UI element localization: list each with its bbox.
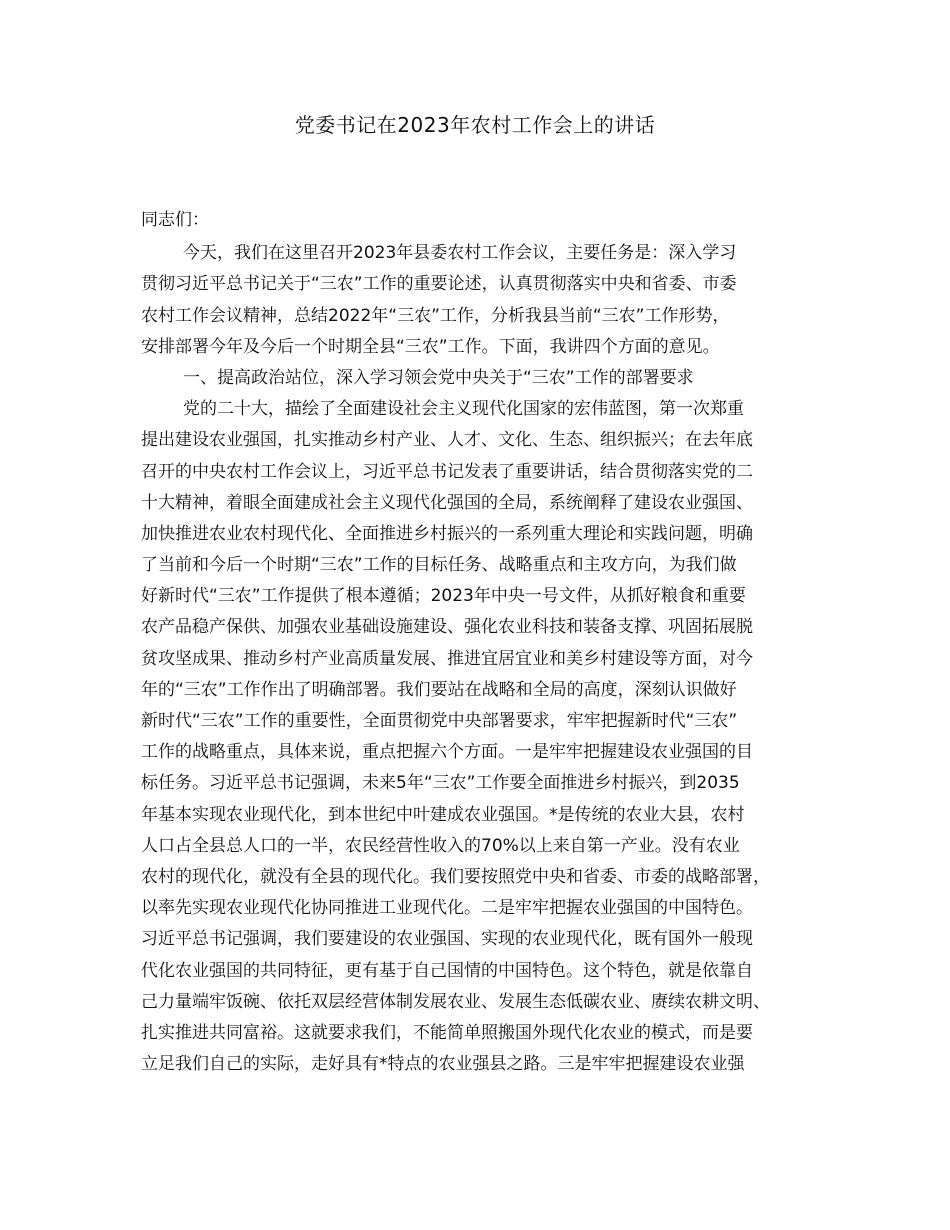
- paragraph-line: 新时代“三农”工作的重要性，全面贯彻党中央部署要求，牢牢把握新时代“三农”: [141, 711, 738, 731]
- paragraph-line: 代化农业强国的共同特征，更有基于自己国情的中国特色。这个特色，就是依靠自: [141, 960, 753, 981]
- section-heading: 一、提高政治站位，深入学习领会党中央关于“三农”工作的部署要求: [183, 367, 694, 388]
- paragraph-line: 贯彻习近平总书记关于“三农”工作的重要论述，认真贯彻落实中央和省委、市委: [141, 274, 737, 295]
- paragraph-line: 农村工作会议精神，总结2022年“三农”工作，分析我县当前“三农”工作形势，: [141, 305, 730, 326]
- paragraph-line: 扎实推进共同富裕。这就要求我们，不能简单照搬国外现代化农业的模式，而是要: [141, 1022, 753, 1043]
- paragraph-line: 工作的战略重点，具体来说，重点把握六个方面。一是牢牢把握建设农业强国的目: [141, 742, 753, 763]
- paragraph-section1: [141, 394, 831, 1080]
- paragraph-line: 农产品稳产保供、加强农业基础设施建设、强化农业科技和装备支撑、巩固拓展脱: [141, 617, 753, 638]
- paragraph-line: 人口占全县总人口的一半，农民经营性收入的70%以上来自第一产业。没有农业: [141, 835, 740, 856]
- paragraph-line: 年的“三农”工作作出了明确部署。我们要站在战略和全局的高度，深刻认识做好: [141, 679, 737, 700]
- document-title: 党委书记在2023年农村工作会上的讲话: [294, 113, 656, 137]
- paragraph-line: 加快推进农业农村现代化、全面推进乡村振兴的一系列重大理论和实践问题，明确: [141, 523, 753, 544]
- salutation: 同志们：: [141, 210, 209, 230]
- paragraph-line: 召开的中央农村工作会议上，习近平总书记发表了重要讲话，结合贯彻落实党的二: [141, 461, 753, 482]
- paragraph-line: 党的二十大，描绘了全面建设社会主义现代化国家的宏伟蓝图，第一次郑重: [183, 399, 744, 420]
- paragraph-line: 年基本实现农业现代化，到本世纪中叶建成农业强国。*是传统的农业大县，农村: [141, 804, 745, 825]
- paragraph-line: 立足我们自己的实际，走好具有*特点的农业强县之路。三是牢牢把握建设农业强: [141, 1054, 745, 1075]
- paragraph-line: 以率先实现农业现代化协同推进工业现代化。二是牢牢把握农业强国的中国特色。: [141, 898, 753, 919]
- paragraph-line: 贫攻坚成果、推动乡村产业高质量发展、推进宜居宜业和美乡村建设等方面，对今: [141, 648, 753, 669]
- paragraph-line: 十大精神，着眼全面建成社会主义现代化强国的全局，系统阐释了建设农业强国、: [141, 492, 753, 513]
- paragraph-line: 安排部署今年及今后一个时期全县“三农”工作。下面，我讲四个方面的意见。: [141, 336, 720, 357]
- paragraph-line: 习近平总书记强调，我们要建设的农业强国、实现的农业现代化，既有国外一般现: [141, 929, 753, 950]
- paragraph-line: 农村的现代化，就没有全县的现代化。我们要按照党中央和省委、市委的战略部署，: [141, 866, 770, 887]
- paragraph-line: 好新时代“三农”工作提供了根本遵循；2023年中央一号文件，从抓好粮食和重要: [141, 586, 746, 607]
- paragraph-intro: [141, 238, 831, 363]
- document-body: [141, 205, 831, 1080]
- paragraph-line: 了当前和今后一个时期“三农”工作的目标任务、战略重点和主攻方向，为我们做: [141, 555, 737, 576]
- paragraph-line: 标任务。习近平总书记强调，未来5年“三农”工作要全面推进乡村振兴，到2035: [141, 773, 740, 794]
- paragraph-line: 提出建设农业强国，扎实推动乡村产业、人才、文化、生态、组织振兴；在去年底: [141, 430, 753, 451]
- paragraph-line: 己力量端牢饭碗、依托双层经营体制发展农业、发展生态低碳农业、赓续农耕文明、: [141, 991, 770, 1012]
- paragraph-line: 今天，我们在这里召开2023年县委农村工作会议，主要任务是：深入学习: [183, 243, 737, 264]
